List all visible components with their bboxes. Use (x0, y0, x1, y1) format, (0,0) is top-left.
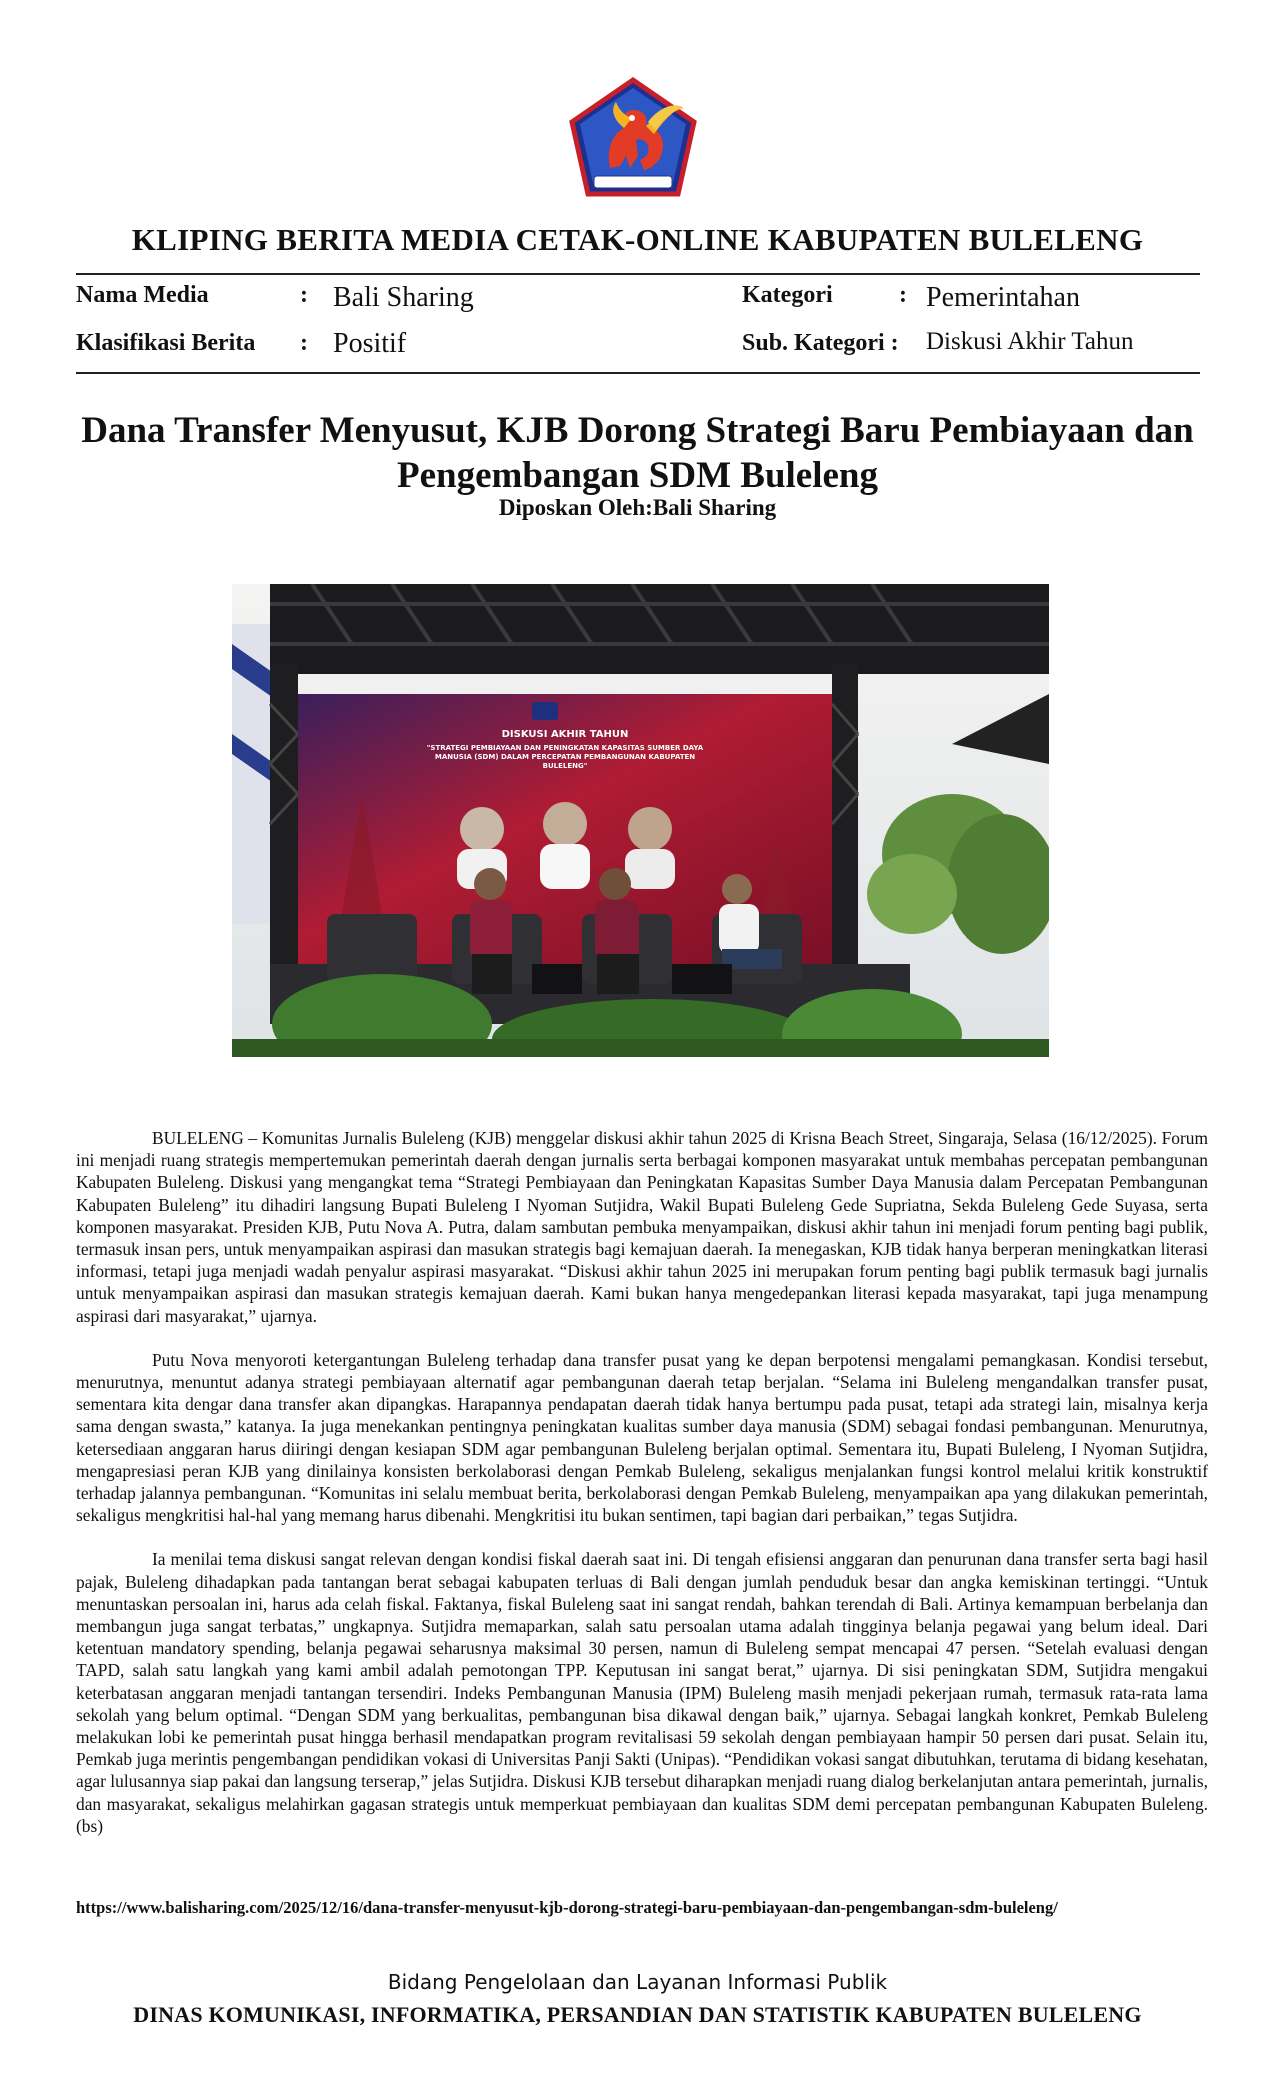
klasifikasi-berita-label: Klasifikasi Berita (76, 330, 256, 356)
meta-divider (76, 372, 1200, 374)
article-body (76, 1127, 1208, 1859)
footer-agency: DINAS KOMUNIKASI, INFORMATIKA, PERSANDIAN DAN STATISTIK KABUPATEN BULELENG (133, 2002, 1142, 2027)
nama-media-colon: : (300, 282, 308, 308)
article-title: Dana Transfer Menyusut, KJB Dorong Strategi Baru Pembiayaan dan Pengembangan SDM Buleleng (81, 410, 1194, 496)
klasifikasi-berita-value: Positif (333, 328, 407, 359)
footer-department: Bidang Pengelolaan dan Layanan Informasi Publik (387, 1970, 888, 1994)
source-url[interactable]: https://www.balisharing.com/2025/12/16/dana-transfer-menyusut-kjb-dorong-strategi-baru-pembiayaan-dan-pengembangan-sdm-buleleng/ (76, 1898, 1058, 1917)
nama-media-value: Bali Sharing (333, 282, 474, 313)
news-photo (232, 584, 1049, 1057)
banner-theme: "STRATEGI PEMBIAYAAN DAN PENINGKATAN KAPASITAS SUMBER DAYA MANUSIA (SDM) DALAM PERCEPATAN PEMBANGUNAN KABUPATEN BULELENG" (426, 744, 704, 770)
kategori-label: Kategori (742, 282, 833, 308)
kabupaten-buleleng-logo (566, 76, 700, 202)
article-paragraph-2: Putu Nova menyoroti ketergantungan Buleleng terhadap dana transfer pusat yang ke depan berpotensi mengalami pemangkasan. Kondisi tersebut, menurutnya, menuntut adanya strategi pembiayaan alternatif agar pembangunan daerah tetap berjalan. “Selama ini Buleleng mengandalkan transfer pusat, sementara kita dengar dana transfer akan dipangkas. Harapannya pendapatan daerah tidak hanya bertumpu pada pusat, tetapi ada strategi lain, misalnya kerja sama dengan swasta,” katanya. Ia juga menekankan pentingnya peningkatan kualitas sumber daya manusia (SDM) sebagai fondasi pembangunan. Menurutnya, ketersediaan anggaran harus diiringi dengan kesiapan SDM agar pembangunan Buleleng berjalan optimal. Sementara itu, Bupati Buleleng, I Nyoman Sutjidra, mengapresiasi peran KJB yang dinilainya konsisten berkolaborasi dengan Pemkab Buleleng, sekaligus menjalankan fungsi kontrol melalui kritik konstruktif terhadap jalannya pembangunan. “Komunitas ini selalu membuat berita, berkolaborasi dengan Pemkab Buleleng, menyampaikan apa yang dilakukan pemerintah, sekaligus mengkritisi hal-hal yang memang harus dibenahi. Mengkritisi itu bukan sentimen, tapi bagian dari perbaikan,” tegas Sutjidra. (76, 1349, 1208, 1526)
clipping-header-title: KLIPING BERITA MEDIA CETAK-ONLINE KABUPATEN BULELENG (131, 222, 1144, 257)
banner-heading: DISKUSI AKHIR TAHUN (501, 729, 629, 740)
header-divider (76, 273, 1200, 275)
article-byline: Diposkan Oleh:Bali Sharing (498, 495, 777, 520)
klasifikasi-berita-colon: : (300, 330, 308, 356)
kategori-value: Pemerintahan (926, 282, 1080, 313)
nama-media-label: Nama Media (76, 282, 209, 308)
sub-kategori-label: Sub. Kategori : (742, 330, 899, 356)
sub-kategori-value: Diskusi Akhir Tahun (926, 328, 1134, 355)
article-paragraph-3: Ia menilai tema diskusi sangat relevan dengan kondisi fiskal daerah saat ini. Di tengah efisiensi anggaran dan penurunan dana transfer serta bagi hasil pajak, Buleleng dihadapkan pada tantangan berat sebagai kabupaten terluas di Bali dengan jumlah penduduk besar dan angka kemiskinan tertinggi. “Untuk menuntaskan persoalan ini, harus ada celah fiskal. Faktanya, fiskal Buleleng saat ini sangat rendah, bahkan terendah di Bali. Artinya kemampuan berbelanja dan membangun juga sangat terbatas,” ungkapnya. Sutjidra memaparkan, salah satu persoalan utama adalah tingginya belanja pegawai yang belum ideal. Dari ketentuan mandatory spending, belanja pegawai seharusnya maksimal 30 persen, namun di Buleleng sempat mencapai 47 persen. “Setelah evaluasi dengan TAPD, salah satu langkah yang kami ambil adalah pemotongan TPP. Keputusan ini sangat berat,” ujarnya. Di sisi peningkatan SDM, Sutjidra mengakui keterbatasan anggaran menjadi tantangan tersendiri. Indeks Pembangunan Manusia (IPM) Buleleng masih menjadi pekerjaan rumah, termasuk rata-rata lama sekolah yang belum optimal. “Dengan SDM yang berkualitas, pembangunan bisa dikawal dengan baik,” ujarnya. Sebagai langkah konkret, Pemkab Buleleng melakukan lobi ke pemerintah pusat hingga berhasil mendapatkan program revitalisasi 59 sekolah dengan pembiayaan hampir 50 persen dari pusat. Selain itu, Pemkab juga merintis pengembangan pendidikan vokasi di Universitas Panji Sakti (Unipas). “Pendidikan vokasi sangat dibutuhkan, terutama di bidang kesehatan, agar lulusannya siap pakai dan langsung terserap,” jelas Sutjidra. Diskusi KJB tersebut diharapkan menjadi ruang dialog berkelanjutan antara pemerintah, jurnalis, dan masyarakat, sekaligus melahirkan gagasan strategis untuk memperkuat pembiayaan dan kualitas SDM demi percepatan pembangunan Kabupaten Buleleng. (bs) (76, 1549, 1208, 1836)
kategori-colon: : (899, 282, 907, 308)
article-paragraph-1: BULELENG – Komunitas Jurnalis Buleleng (KJB) menggelar diskusi akhir tahun 2025 di Krisna Beach Street, Singaraja, Selasa (16/12/2025). Forum ini menjadi ruang strategis mempertemukan pemerintah daerah dengan jurnalis serta berbagai komponen masyarakat untuk membahas percepatan pembangunan Kabupaten Buleleng. Diskusi yang mengangkat tema “Strategi Pembiayaan dan Peningkatan Kapasitas Sumber Daya Manusia dalam Percepatan Pembangunan Kabupaten Buleleng” itu dihadiri langsung Bupati Buleleng I Nyoman Sutjidra, Wakil Bupati Buleleng Gede Supriatna, Sekda Buleleng Gede Suyasa, serta komponen masyarakat. Presiden KJB, Putu Nova A. Putra, dalam sambutan pembuka menyampaikan, diskusi akhir tahun ini menjadi forum penting bagi publik, termasuk insan pers, untuk menyampaikan aspirasi dan masukan strategis bagi kemajuan daerah. Ia menegaskan, KJB tidak hanya berperan meningkatkan literasi informasi, tetapi juga menjadi wadah penyalur aspirasi masyarakat. “Diskusi akhir tahun 2025 ini merupakan forum penting bagi publik termasuk bagi jurnalis untuk menyampaikan aspirasi dan masukan strategis kemajuan daerah. Kami bukan hanya mengedepankan literasi kepada masyarakat, tapi juga menampung aspirasi dari masyarakat,” ujarnya. (76, 1128, 1208, 1326)
